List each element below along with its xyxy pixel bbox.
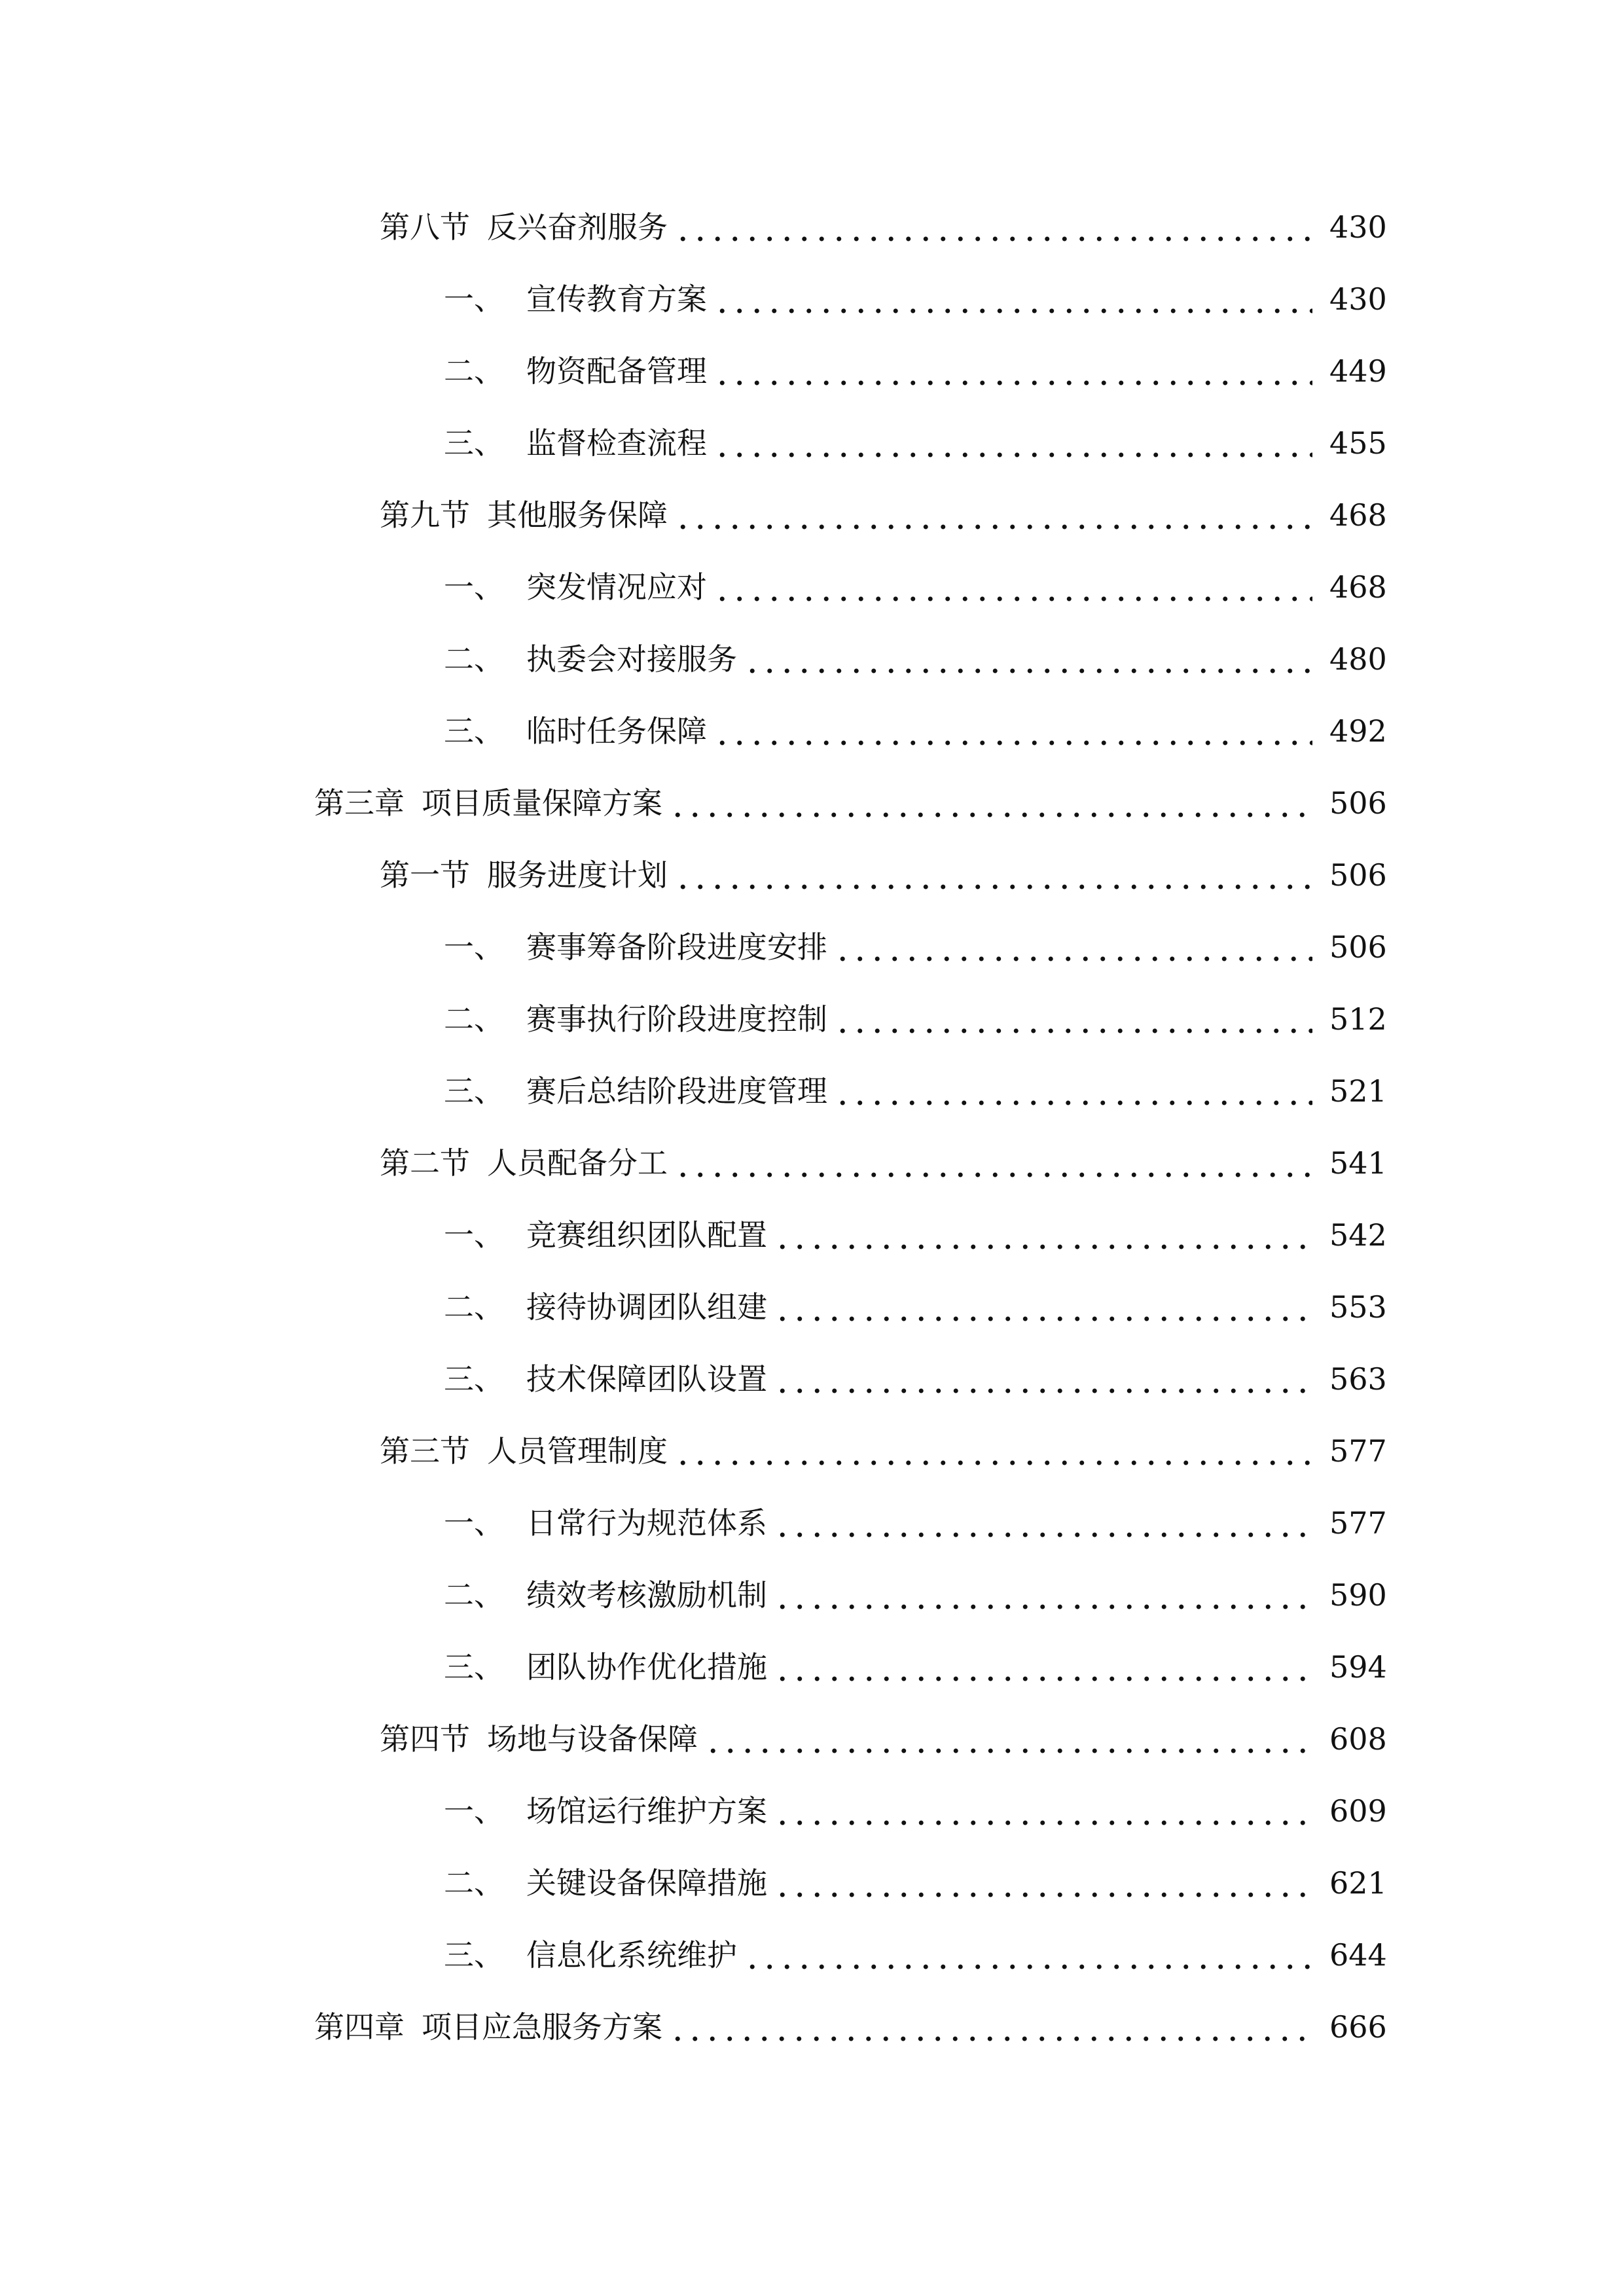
dot-leader <box>774 1796 1312 1826</box>
toc-entry-label <box>380 1127 668 1199</box>
dot-leader <box>774 1508 1312 1538</box>
toc-entry-page-number: 577 <box>1329 1433 1387 1469</box>
toc-entry-page-number: 644 <box>1329 1937 1387 1973</box>
toc-entry-title: 反兴奋剂服务 <box>487 209 668 245</box>
dot-leader <box>774 1292 1312 1322</box>
toc-entry-page-number: 506 <box>1329 857 1387 893</box>
toc-entry-label <box>444 263 707 335</box>
toc-entry-label <box>444 911 827 983</box>
table-of-contents <box>0 191 1624 2063</box>
toc-entry-item[interactable] <box>0 1847 1624 1919</box>
toc-entry-label <box>380 1415 668 1487</box>
toc-entry-title: 监督检查流程 <box>526 425 707 461</box>
toc-entry-title: 其他服务保障 <box>487 497 668 533</box>
toc-entry-section[interactable] <box>0 1703 1624 1775</box>
toc-entry-item[interactable] <box>0 263 1624 335</box>
toc-entry-item[interactable] <box>0 623 1624 695</box>
toc-entry-page-number: 512 <box>1329 1001 1387 1037</box>
toc-entry-title: 人员管理制度 <box>487 1433 668 1469</box>
toc-entry-page-number: 468 <box>1329 497 1387 533</box>
toc-entry-item[interactable] <box>0 551 1624 623</box>
dot-leader <box>834 1004 1312 1034</box>
toc-entry-page-number: 608 <box>1329 1721 1387 1757</box>
toc-entry-label <box>444 1487 767 1559</box>
dot-leader <box>713 716 1312 746</box>
dot-leader <box>669 788 1312 818</box>
toc-entry-section[interactable] <box>0 1415 1624 1487</box>
toc-entry-number: 三、 <box>444 713 504 749</box>
toc-entry-number: 一、 <box>444 929 504 965</box>
toc-entry-title: 赛后总结阶段进度管理 <box>526 1073 827 1109</box>
toc-entry-page-number: 542 <box>1329 1217 1387 1253</box>
dot-leader <box>744 1940 1312 1970</box>
toc-entry-label <box>314 1991 662 2063</box>
toc-entry-title: 临时任务保障 <box>526 713 707 749</box>
dot-leader <box>713 572 1312 602</box>
toc-entry-number: 二、 <box>444 1865 504 1901</box>
toc-entry-item[interactable] <box>0 911 1624 983</box>
toc-entry-label <box>380 191 668 263</box>
toc-entry-number: 三、 <box>444 1649 504 1685</box>
toc-entry-number: 一、 <box>444 569 504 605</box>
toc-entry-number: 第一节 <box>380 857 470 893</box>
toc-entry-number: 一、 <box>444 1793 504 1829</box>
toc-entry-section[interactable] <box>0 191 1624 263</box>
toc-entry-page-number: 430 <box>1329 281 1387 317</box>
toc-entry-number: 三、 <box>444 1073 504 1109</box>
toc-entry-page-number: 621 <box>1329 1865 1387 1901</box>
dot-leader <box>674 1148 1312 1178</box>
dot-leader <box>774 1652 1312 1682</box>
toc-entry-title: 项目质量保障方案 <box>422 785 662 821</box>
toc-entry-title: 赛事筹备阶段进度安排 <box>526 929 827 965</box>
toc-entry-item[interactable] <box>0 1919 1624 1991</box>
dot-leader <box>669 2012 1312 2042</box>
toc-entry-number: 二、 <box>444 641 504 677</box>
toc-entry-page-number: 521 <box>1329 1073 1387 1109</box>
dot-leader <box>713 428 1312 458</box>
toc-entry-label <box>444 1847 767 1919</box>
dot-leader <box>774 1580 1312 1610</box>
toc-entry-title: 宣传教育方案 <box>526 281 707 317</box>
toc-entry-title: 执委会对接服务 <box>526 641 737 677</box>
toc-entry-page-number: 666 <box>1329 2009 1387 2045</box>
dot-leader <box>834 1076 1312 1106</box>
toc-entry-page-number: 455 <box>1329 425 1387 461</box>
toc-entry-number: 二、 <box>444 1289 504 1325</box>
dot-leader <box>774 1868 1312 1898</box>
toc-entry-label <box>444 1559 767 1631</box>
toc-entry-item[interactable] <box>0 1631 1624 1703</box>
toc-entry-number: 第四章 <box>314 2009 405 2045</box>
dot-leader <box>774 1364 1312 1394</box>
toc-entry-title: 赛事执行阶段进度控制 <box>526 1001 827 1037</box>
toc-entry-label <box>380 1703 698 1775</box>
toc-entry-page-number: 590 <box>1329 1577 1387 1613</box>
dot-leader <box>834 932 1312 962</box>
toc-entry-title: 项目应急服务方案 <box>422 2009 662 2045</box>
toc-entry-label <box>444 983 827 1055</box>
toc-entry-section[interactable] <box>0 479 1624 551</box>
toc-entry-title: 服务进度计划 <box>487 857 668 893</box>
toc-entry-number: 三、 <box>444 1361 504 1397</box>
toc-entry-label <box>444 1199 767 1271</box>
toc-entry-number: 三、 <box>444 425 504 461</box>
toc-entry-title: 信息化系统维护 <box>526 1937 737 1973</box>
toc-entry-number: 二、 <box>444 353 504 389</box>
toc-entry-title: 突发情况应对 <box>526 569 707 605</box>
toc-entry-label <box>444 623 737 695</box>
toc-entry-label <box>444 335 707 407</box>
toc-entry-title: 技术保障团队设置 <box>526 1361 767 1397</box>
toc-entry-page-number: 563 <box>1329 1361 1387 1397</box>
toc-entry-label <box>444 1055 827 1127</box>
toc-entry-chapter[interactable] <box>0 1991 1624 2063</box>
toc-entry-title: 场地与设备保障 <box>487 1721 698 1757</box>
toc-entry-title: 团队协作优化措施 <box>526 1649 767 1685</box>
toc-entry-label <box>444 1919 737 1991</box>
toc-entry-number: 第三节 <box>380 1433 470 1469</box>
toc-entry-title: 竞赛组织团队配置 <box>526 1217 767 1253</box>
toc-entry-page-number: 480 <box>1329 641 1387 677</box>
toc-entry-page-number: 449 <box>1329 353 1387 389</box>
toc-entry-item[interactable] <box>0 1559 1624 1631</box>
toc-entry-label <box>444 1775 767 1847</box>
toc-entry-item[interactable] <box>0 1487 1624 1559</box>
toc-entry-page-number: 468 <box>1329 569 1387 605</box>
toc-entry-label <box>444 695 707 767</box>
toc-entry-label <box>314 767 662 839</box>
toc-entry-page-number: 594 <box>1329 1649 1387 1685</box>
toc-entry-item[interactable] <box>0 983 1624 1055</box>
toc-entry-section[interactable] <box>0 1127 1624 1199</box>
toc-entry-title: 物资配备管理 <box>526 353 707 389</box>
toc-entry-page-number: 492 <box>1329 713 1387 749</box>
toc-entry-label <box>444 1631 767 1703</box>
dot-leader <box>713 284 1312 314</box>
toc-entry-item[interactable] <box>0 1775 1624 1847</box>
toc-entry-page-number: 506 <box>1329 929 1387 965</box>
toc-entry-page-number: 506 <box>1329 785 1387 821</box>
toc-entry-page-number: 430 <box>1329 209 1387 245</box>
toc-entry-label <box>380 839 668 911</box>
toc-entry-number: 一、 <box>444 1217 504 1253</box>
toc-entry-number: 二、 <box>444 1577 504 1613</box>
toc-entry-label <box>444 1343 767 1415</box>
toc-entry-number: 第二节 <box>380 1145 470 1181</box>
toc-entry-item[interactable] <box>0 1055 1624 1127</box>
toc-entry-item[interactable] <box>0 407 1624 479</box>
toc-entry-number: 第八节 <box>380 209 470 245</box>
toc-entry-number: 一、 <box>444 281 504 317</box>
toc-entry-item[interactable] <box>0 1343 1624 1415</box>
dot-leader <box>713 356 1312 386</box>
toc-entry-title: 人员配备分工 <box>487 1145 668 1181</box>
toc-entry-title: 日常行为规范体系 <box>526 1505 767 1541</box>
toc-entry-label <box>444 551 707 623</box>
toc-entry-item[interactable] <box>0 335 1624 407</box>
toc-entry-page-number: 553 <box>1329 1289 1387 1325</box>
toc-entry-label <box>444 1271 767 1343</box>
toc-entry-number: 第三章 <box>314 785 405 821</box>
toc-entry-number: 二、 <box>444 1001 504 1037</box>
toc-entry-item[interactable] <box>0 695 1624 767</box>
dot-leader <box>744 644 1312 674</box>
toc-entry-title: 绩效考核激励机制 <box>526 1577 767 1613</box>
toc-entry-page-number: 541 <box>1329 1145 1387 1181</box>
toc-entry-title: 场馆运行维护方案 <box>526 1793 767 1829</box>
toc-entry-number: 第九节 <box>380 497 470 533</box>
toc-entry-chapter[interactable] <box>0 767 1624 839</box>
dot-leader <box>674 500 1312 530</box>
toc-entry-number: 一、 <box>444 1505 504 1541</box>
toc-entry-page-number: 577 <box>1329 1505 1387 1541</box>
toc-entry-number: 三、 <box>444 1937 504 1973</box>
dot-leader <box>674 212 1312 242</box>
toc-entry-item[interactable] <box>0 1199 1624 1271</box>
toc-entry-item[interactable] <box>0 1271 1624 1343</box>
dot-leader <box>674 1436 1312 1466</box>
dot-leader <box>674 860 1312 890</box>
toc-entry-label <box>380 479 668 551</box>
dot-leader <box>704 1724 1312 1754</box>
toc-entry-page-number: 609 <box>1329 1793 1387 1829</box>
toc-entry-title: 关键设备保障措施 <box>526 1865 767 1901</box>
toc-entry-title: 接待协调团队组建 <box>526 1289 767 1325</box>
toc-entry-label <box>444 407 707 479</box>
toc-entry-section[interactable] <box>0 839 1624 911</box>
dot-leader <box>774 1220 1312 1250</box>
toc-entry-number: 第四节 <box>380 1721 470 1757</box>
